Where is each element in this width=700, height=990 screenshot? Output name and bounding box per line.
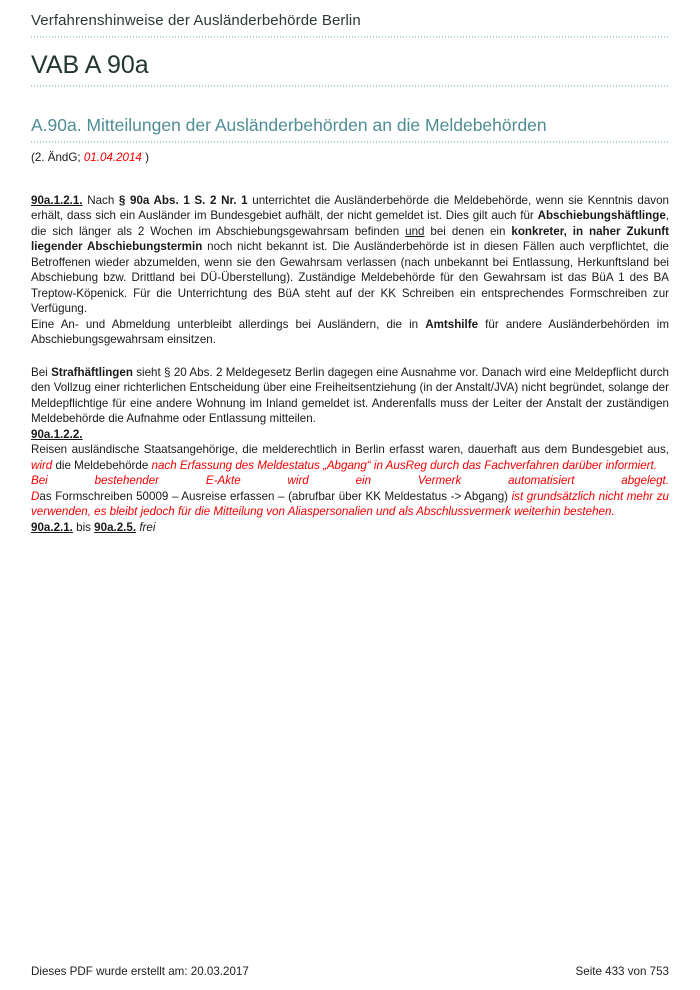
text-segment: wird: [31, 458, 53, 472]
text-segment: D: [31, 489, 40, 503]
paragraph-strafhaeftlinge-90a-1-2-2: [31, 365, 669, 474]
text-segment: 90a.1.2.1.: [31, 193, 83, 207]
text-segment: Bei bestehender E-Akte wird ein Vermerk automatisiert abgelegt.: [31, 474, 669, 487]
text-segment: Eine An- und Abmeldung unterbleibt allerdings bei Ausländern, die in: [31, 317, 426, 331]
amendment-line: [31, 150, 669, 166]
document-body: [31, 193, 669, 536]
text-segment: , die sich länger als 2 Wochen im Abschiebungsgewahrsam befinden: [31, 209, 669, 238]
paragraph-90a-1-2-1: [31, 193, 669, 348]
section-title: A.90a. Mitteilungen der Ausländerbehörden an die Meldebehörden: [31, 115, 547, 135]
text-segment: Abschiebungshäftlinge: [537, 209, 666, 222]
text-segment: § 90a Abs. 1 S. 2 Nr. 1: [118, 193, 248, 207]
text-segment: die Meldebehörde: [52, 458, 152, 472]
page-footer: [31, 965, 669, 978]
document-title: VAB A 90a: [31, 51, 149, 79]
text-segment: (2. ÄndG;: [31, 151, 84, 164]
text-segment: 90a.1.2.2.: [31, 427, 83, 441]
text-segment: 90a.2.1.: [31, 520, 73, 534]
text-segment: sieht § 20 Abs. 2 Meldegesetz Berlin dagegen eine Ausnahme vor. Danach wird eine Meldepflicht durch den Vollzug einer richterlichen Entscheidung über eine Freiheitsentziehung (in der Anstalt/JVA) nicht begründet, solange der Meldepflichtige für eine andere Wohnung im Inland gemeldet ist. Anderenfalls muss der Leiter der Anstalt der zuständigen Meldebehörde die Aufnahme oder Entlassung mitteilen.: [31, 365, 669, 425]
text-segment: nach Erfassung des Meldestatus „Abgang“ in AusReg durch das Fachverfahren darüber informiert.: [151, 458, 657, 472]
text-segment: frei: [139, 520, 156, 534]
text-segment: und: [405, 224, 425, 238]
text-segment: Nach: [82, 193, 119, 207]
text-segment: bis: [72, 520, 95, 534]
text-segment: konkreter, in naher Zukunft liegender Abschiebungstermin: [31, 224, 669, 253]
paragraph-eakte-vermerk: [31, 473, 669, 489]
text-segment: 01.04.2014: [83, 151, 142, 164]
text-segment: Reisen ausländische Staatsangehörige, die melderechtlich in Berlin erfasst waren, dauerhaft aus dem Bundesgebiet aus,: [31, 443, 669, 456]
text-segment: unterrichtet die Ausländerbehörde die Meldebehörde, wenn sie Kenntnis davon erhält, dass sich ein Ausländer im Bundesgebiet aufhält, der nicht gemeldet ist. Dies gilt auch für: [31, 193, 669, 222]
text-segment: ): [141, 151, 149, 164]
footer-page-number: Seite 433 von 753: [575, 965, 669, 978]
text-segment: Bei: [31, 365, 52, 379]
paragraph-formschreiben-50009: [31, 489, 669, 536]
text-segment: 90a.2.5.: [94, 520, 137, 534]
text-segment: noch nicht bekannt ist. Die Ausländerbehörde ist in diesen Fällen auch verpflichtet, die Betroffenen wieder abzumelden, wenn sie den Gewahrsam verlassen (nach unbekannt bei Entlassung, Herkunftsland bei Abschiebung bzw. Drittland bei DÜ-Überstellung). Zuständige Meldebehörde für den Gewahrsam ist das BüA 1 des BA Treptow-Köpenick. Für die Unterrichtung des BüA steht auf der KK Schreiben ein entsprechendes Formschreiben zur Verfügung.: [31, 240, 669, 315]
footer-created-text: Dieses PDF wurde erstellt am: 20.03.2017: [31, 965, 249, 978]
text-segment: Amtshilfe: [425, 317, 479, 331]
text-segment: Strafhäftlingen: [51, 365, 133, 379]
text-segment: ist grundsätzlich nicht mehr zu verwenden, es bleibt jedoch für die Mitteilung von Aliaspersonalien und als Abschlussvermerk weiterhin bestehen.: [31, 489, 669, 518]
site-title: Verfahrenshinweise der Ausländerbehörde Berlin: [31, 12, 361, 29]
text-segment: as Formschreiben 50009 – Ausreise erfassen – (abrufbar über KK Meldestatus -> Abgang): [39, 489, 512, 503]
divider-dotted: [31, 141, 669, 143]
text-segment: bei denen ein: [424, 224, 512, 238]
text-segment: für andere Ausländerbehörden im Abschiebungsgewahrsam einsitzen.: [31, 317, 669, 346]
